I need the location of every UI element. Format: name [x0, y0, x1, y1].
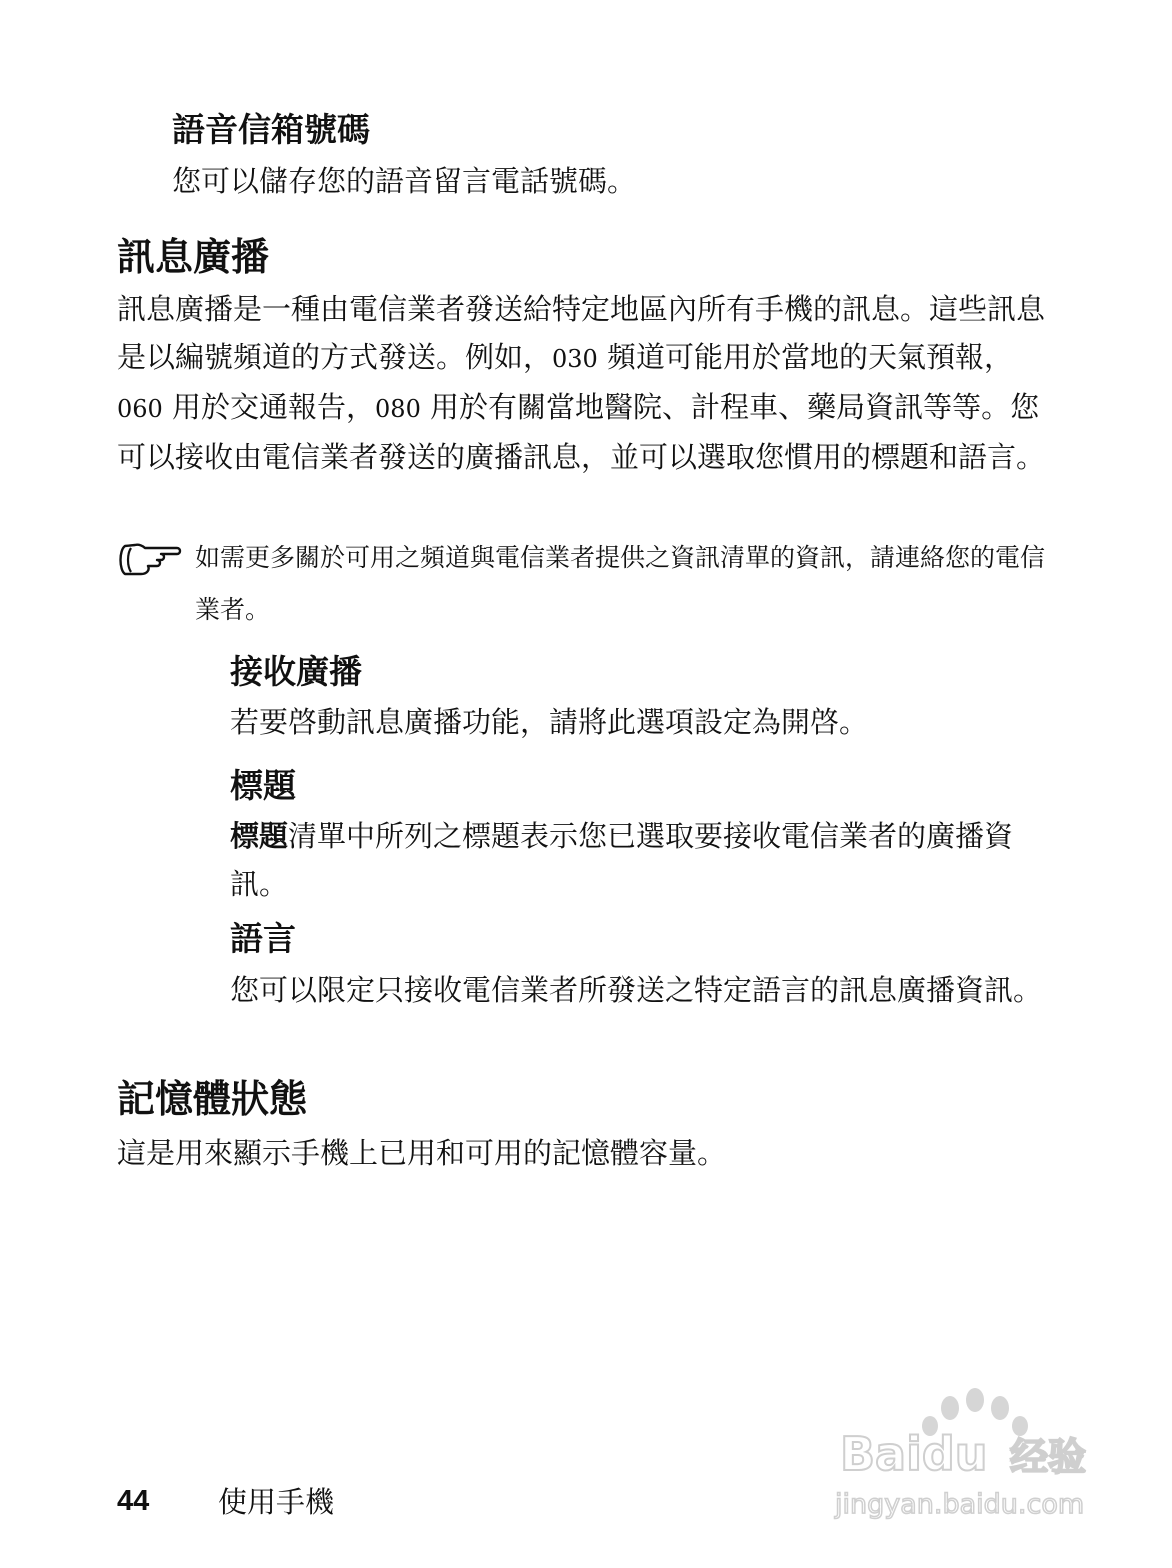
- topics-bold-term: 標題: [230, 819, 289, 853]
- paragraph-segment: 頻道可能用於當地的天氣預報，: [597, 340, 1014, 374]
- channel-number-080: 080: [375, 395, 421, 423]
- paragraph-segment: 用於交通報告，: [162, 390, 376, 424]
- cell-broadcast-paragraph: [117, 285, 1057, 481]
- channel-number-030: 030: [552, 345, 598, 373]
- paragraph-segment: 用於有關當地醫院、計程車、藥局資訊等等。您可以接收由電信業者發送的廣播訊息，並可以選取您慣用的標題和語言。: [117, 390, 1046, 474]
- channel-number-060: 060: [117, 395, 163, 423]
- topics-text: [230, 812, 1050, 908]
- cell-broadcast-heading: 訊息廣播: [117, 235, 270, 279]
- baidu-watermark-brand: Baidu: [840, 1427, 988, 1481]
- voicemail-heading: 語音信箱號碼: [172, 110, 370, 149]
- chapter-title: 使用手機: [218, 1485, 335, 1519]
- memory-text: 這是用來顯示手機上已用和可用的記憶體容量。: [117, 1136, 727, 1170]
- paragraph-segment: 訊息廣播是一種由電信業者發送給特定地區內所有手機的訊息。這些訊息是以編號頻道的方式發送。例如，: [117, 292, 1046, 374]
- language-text: 您可以限定只接收電信業者所發送之特定語言的訊息廣播資訊。: [230, 973, 1043, 1007]
- pointing-hand-icon: [117, 540, 183, 580]
- baidu-watermark-cn: 经验: [1010, 1435, 1087, 1479]
- page-number: 44: [117, 1485, 150, 1517]
- topics-heading: 標題: [230, 766, 296, 805]
- baidu-watermark: [830, 1378, 1110, 1528]
- baidu-watermark-url: jingyan.baidu.com: [835, 1489, 1085, 1520]
- memory-heading: 記憶體狀態: [117, 1077, 308, 1121]
- voicemail-text: 您可以儲存您的語音留言電話號碼。: [172, 164, 637, 198]
- language-heading: 語言: [230, 919, 296, 958]
- receive-text: 若要啓動訊息廣播功能，請將此選項設定為開啓。: [230, 705, 869, 739]
- receive-heading: 接收廣播: [230, 652, 362, 691]
- topics-text-rest: 清單中所列之標題表示您已選取要接收電信業者的廣播資訊。: [230, 819, 1014, 901]
- note-text: 如需更多關於可用之頻道與電信業者提供之資訊清單的資訊，請連絡您的電信業者。: [195, 543, 1046, 624]
